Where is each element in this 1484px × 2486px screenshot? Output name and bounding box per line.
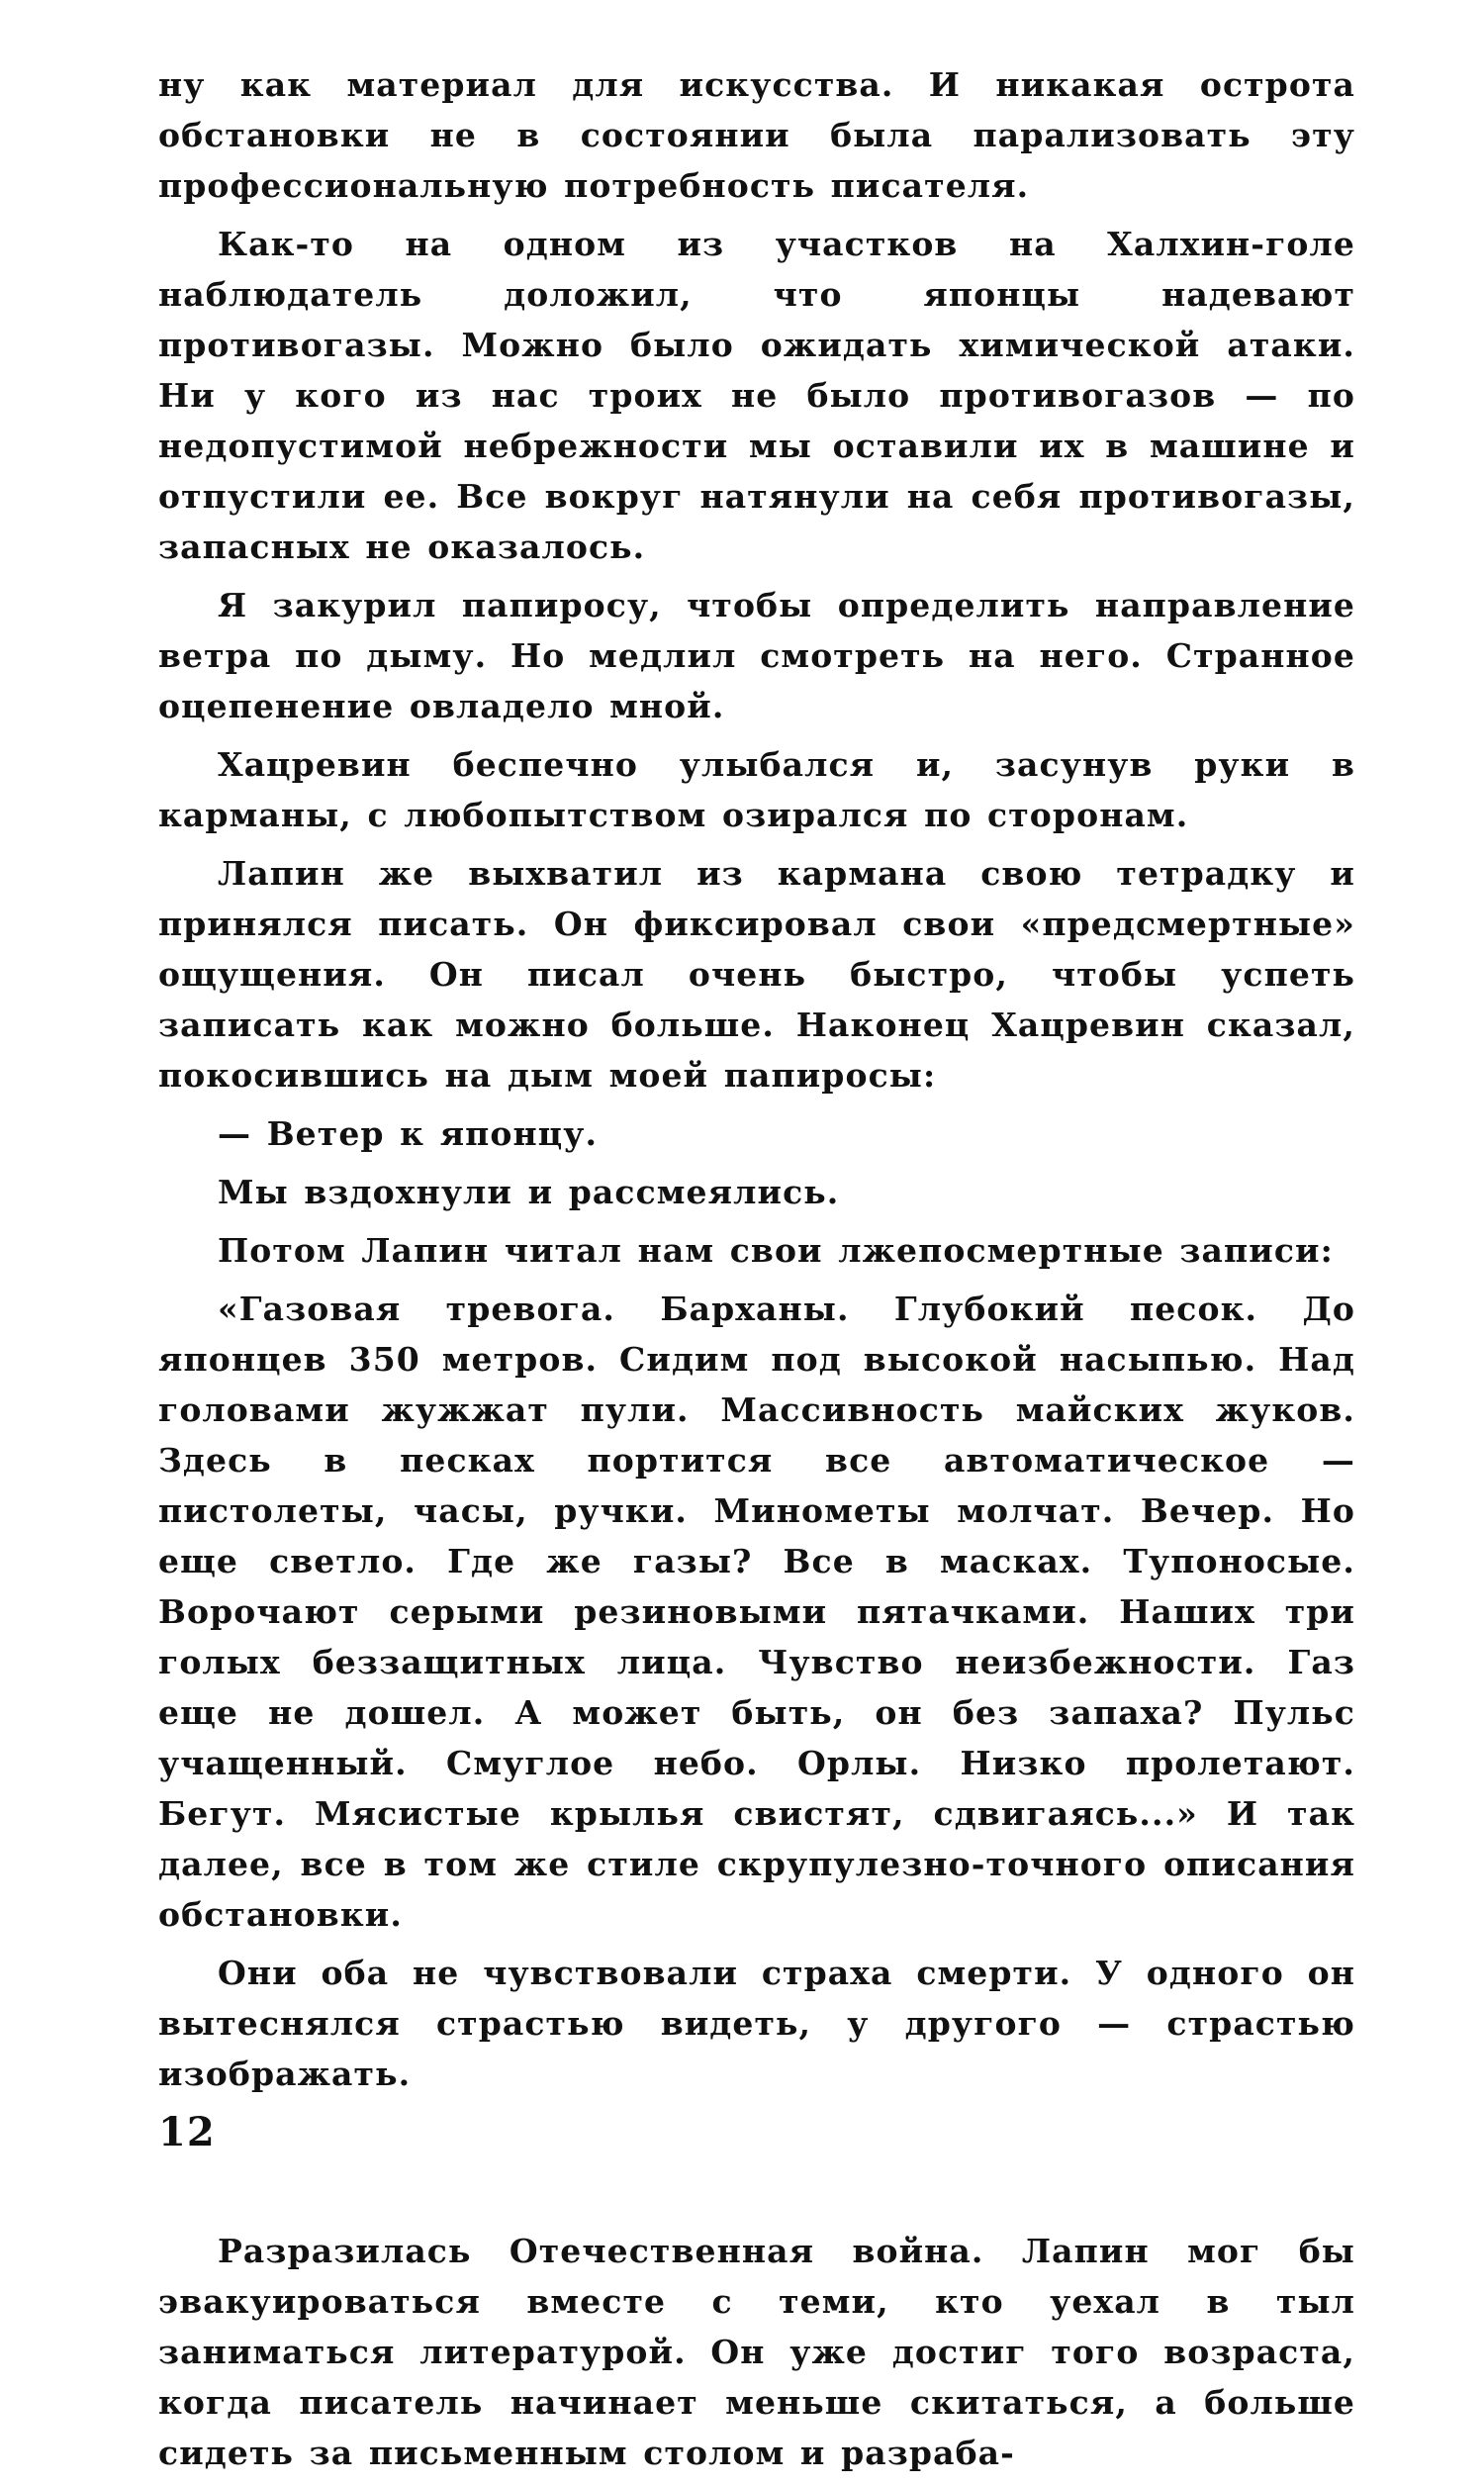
paragraph: Потом Лапин читал нам свои лжепосмертные записи: xyxy=(218,1231,1334,1270)
dialogue-line: — Ветер к японцу. xyxy=(218,1114,599,1153)
paragraph: Лапин же выхватил из кармана свою тетрадку и принялся писать. Он фиксировал свои «предсмертные» ощущения. Он писал очень быстро, чтобы успеть записать как можно больше. Наконец Хацревин сказал, покосившись на дым моей папиросы: xyxy=(158,854,1355,1095)
paragraph: Хацревин беспечно улыбался и, засунув руки в карманы, с любопытством озирался по сторонам. xyxy=(158,745,1355,834)
paragraph: Я закурил папиросу, чтобы определить направление ветра по дыму. Но медлил смотреть на него. Странное оцепенение овладело мной. xyxy=(158,586,1355,725)
paragraph: ну как материал для искусства. И никакая острота обстановки не в состоянии была парализовать эту профессиональную потребность писателя. xyxy=(158,65,1355,205)
paragraph: Как-то на одном из участков на Халхин-голе наблюдатель доложил, что японцы надевают противогазы. Можно было ожидать химической атаки. Ни у кого из нас троих не было противогазов — по недопустимой небрежности мы оставили их в машине и отпустили ее. Все вокруг натянули на себя противогазы, запасных не оказалось. xyxy=(158,225,1355,566)
page-number: 12 xyxy=(158,2109,216,2155)
quoted-notes: «Газовая тревога. Барханы. Глубокий песок. До японцев 350 метров. Сидим под высокой насыпью. Над головами жужжат пули. Массивность майских жуков. Здесь в песках портится все автоматическое — пистолеты, часы, ручки. Минометы молчат. Вечер. Но еще светло. Где же газы? Все в масках. Тупоносые. Ворочают серыми резиновыми пятачками. Наших три голых беззащитных лица. Чувство неизбежности. Газ еще не дошел. А может быть, он без запаха? Пульс учащенный. Смуглое небо. Орлы. Низко пролетают. Бегут. Мясистые крылья свистят, сдвигаясь...» И так далее, все в том же стиле скрупулезно-точного описания обстановки. xyxy=(158,1290,1355,1934)
paragraph: Разразилась Отечественная война. Лапин мог бы эвакуироваться вместе с теми, кто уехал в тыл заниматься литературой. Он уже достиг того возраста, когда писатель начинает меньше скитаться, а больше сидеть за письменным столом и разраба- xyxy=(158,2232,1355,2472)
page-body xyxy=(158,59,1355,2486)
paragraph: Они оба не чувствовали страха смерти. У одного он вытеснялся страстью видеть, у другого — страстью изображать. xyxy=(158,1954,1355,2093)
section-break xyxy=(158,2107,1355,2226)
paragraph: Мы вздохнули и рассмеялись. xyxy=(218,1173,840,1211)
